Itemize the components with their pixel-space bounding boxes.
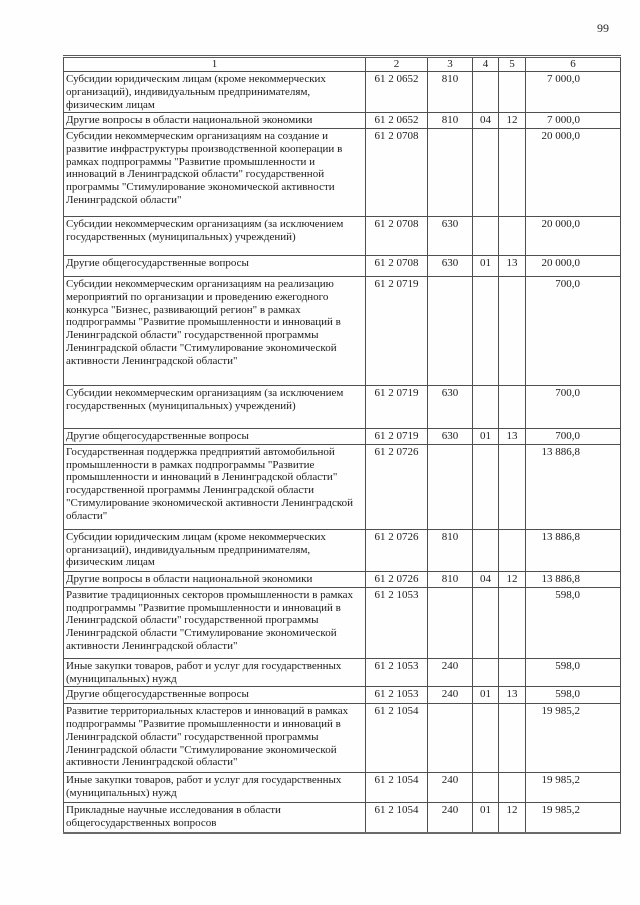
cell-amount: 700,0 (526, 277, 621, 386)
table-row (64, 72, 621, 113)
cell-name: Субсидии юридическим лицам (кроме некоммерческих организаций), индивидуальным предпринимателям, физическим лицам (64, 529, 366, 571)
cell-section: 01 (473, 803, 499, 833)
table-header-row (64, 57, 621, 72)
table-row (64, 529, 621, 571)
cell-code: 61 2 1053 (366, 687, 428, 704)
cell-amount: 598,0 (526, 587, 621, 658)
cell-subsection: 13 (499, 256, 526, 277)
cell-code: 61 2 0708 (366, 217, 428, 256)
cell-amount: 20 000,0 (526, 256, 621, 277)
cell-subsection: 13 (499, 687, 526, 704)
column-header-4: 4 (473, 57, 499, 72)
column-header-2: 2 (366, 57, 428, 72)
cell-code: 61 2 0719 (366, 429, 428, 445)
cell-section: 01 (473, 256, 499, 277)
cell-section (473, 217, 499, 256)
cell-subsection (499, 587, 526, 658)
cell-section (473, 386, 499, 429)
cell-expense-type: 240 (428, 687, 473, 704)
table-row (64, 386, 621, 429)
cell-subsection (499, 386, 526, 429)
table-row (64, 587, 621, 658)
cell-subsection (499, 773, 526, 803)
table-row (64, 687, 621, 704)
table-row (64, 256, 621, 277)
cell-amount: 20 000,0 (526, 217, 621, 256)
cell-name: Субсидии некоммерческим организациям (за исключением государственных (муниципальных) учреждений) (64, 386, 366, 429)
cell-name: Развитие традиционных секторов промышленности в рамках подпрограммы "Развитие промышленности и инноваций в Ленинградской области" государственной программы Ленинградской области "Стимулирование экономической активности Ленинградской области" (64, 587, 366, 658)
cell-section (473, 773, 499, 803)
budget-table (63, 55, 621, 834)
column-header-1: 1 (64, 57, 366, 72)
cell-expense-type: 630 (428, 217, 473, 256)
cell-section (473, 129, 499, 217)
cell-name: Прикладные научные исследования в области общегосударственных вопросов (64, 803, 366, 833)
table-row (64, 773, 621, 803)
cell-expense-type: 240 (428, 773, 473, 803)
cell-code: 61 2 1054 (366, 773, 428, 803)
cell-section (473, 658, 499, 687)
cell-code: 61 2 0708 (366, 256, 428, 277)
cell-amount: 700,0 (526, 386, 621, 429)
cell-subsection: 12 (499, 803, 526, 833)
cell-code: 61 2 1054 (366, 803, 428, 833)
cell-code: 61 2 0719 (366, 277, 428, 386)
cell-name: Другие общегосударственные вопросы (64, 687, 366, 704)
table-row (64, 113, 621, 129)
cell-section (473, 587, 499, 658)
cell-subsection (499, 277, 526, 386)
cell-amount: 7 000,0 (526, 113, 621, 129)
cell-section: 01 (473, 429, 499, 445)
cell-expense-type: 630 (428, 429, 473, 445)
cell-amount: 13 886,8 (526, 444, 621, 529)
cell-section (473, 444, 499, 529)
cell-section (473, 529, 499, 571)
cell-subsection (499, 658, 526, 687)
cell-name: Субсидии юридическим лицам (кроме некоммерческих организаций), индивидуальным предпринимателям, физическим лицам (64, 72, 366, 113)
cell-expense-type: 240 (428, 658, 473, 687)
column-header-6: 6 (526, 57, 621, 72)
cell-code: 61 2 1053 (366, 658, 428, 687)
table-row (64, 704, 621, 773)
cell-code: 61 2 1053 (366, 587, 428, 658)
column-header-3: 3 (428, 57, 473, 72)
cell-expense-type (428, 704, 473, 773)
cell-expense-type: 810 (428, 529, 473, 571)
cell-expense-type: 810 (428, 571, 473, 587)
cell-name: Другие вопросы в области национальной экономики (64, 113, 366, 129)
cell-subsection (499, 72, 526, 113)
cell-subsection (499, 444, 526, 529)
cell-subsection: 13 (499, 429, 526, 445)
cell-amount: 13 886,8 (526, 529, 621, 571)
cell-name: Субсидии некоммерческим организациям на создание и развитие инфраструктуры производственной кооперации в рамках подпрограммы "Развитие промышленности и инноваций в Ленинградской области" государственной программы "Стимулирование экономической активности Ленинградской области" (64, 129, 366, 217)
table-row (64, 217, 621, 256)
cell-code: 61 2 0652 (366, 72, 428, 113)
cell-amount: 19 985,2 (526, 773, 621, 803)
cell-code: 61 2 0708 (366, 129, 428, 217)
cell-section (473, 277, 499, 386)
cell-expense-type: 240 (428, 803, 473, 833)
cell-code: 61 2 1054 (366, 704, 428, 773)
cell-section (473, 704, 499, 773)
cell-subsection: 12 (499, 571, 526, 587)
cell-expense-type: 630 (428, 386, 473, 429)
cell-amount: 19 985,2 (526, 803, 621, 833)
cell-section: 01 (473, 687, 499, 704)
cell-amount: 7 000,0 (526, 72, 621, 113)
cell-code: 61 2 0726 (366, 529, 428, 571)
cell-section: 04 (473, 113, 499, 129)
cell-code: 61 2 0726 (366, 444, 428, 529)
cell-amount: 19 985,2 (526, 704, 621, 773)
table-row (64, 277, 621, 386)
cell-name: Другие общегосударственные вопросы (64, 256, 366, 277)
cell-name: Другие общегосударственные вопросы (64, 429, 366, 445)
cell-section (473, 72, 499, 113)
cell-subsection (499, 529, 526, 571)
cell-name: Субсидии некоммерческим организациям (за исключением государственных (муниципальных) учреждений) (64, 217, 366, 256)
cell-amount: 20 000,0 (526, 129, 621, 217)
table-row (64, 803, 621, 833)
cell-subsection (499, 217, 526, 256)
cell-expense-type (428, 444, 473, 529)
table-row (64, 429, 621, 445)
cell-name: Иные закупки товаров, работ и услуг для государственных (муниципальных) нужд (64, 773, 366, 803)
cell-subsection (499, 129, 526, 217)
table-row (64, 571, 621, 587)
cell-section: 04 (473, 571, 499, 587)
cell-code: 61 2 0652 (366, 113, 428, 129)
cell-amount: 598,0 (526, 658, 621, 687)
cell-subsection: 12 (499, 113, 526, 129)
page-number: 99 (597, 21, 609, 35)
cell-amount: 13 886,8 (526, 571, 621, 587)
cell-code: 61 2 0719 (366, 386, 428, 429)
cell-expense-type: 630 (428, 256, 473, 277)
cell-name: Иные закупки товаров, работ и услуг для государственных (муниципальных) нужд (64, 658, 366, 687)
cell-amount: 700,0 (526, 429, 621, 445)
cell-expense-type: 810 (428, 72, 473, 113)
cell-amount: 598,0 (526, 687, 621, 704)
column-header-5: 5 (499, 57, 526, 72)
cell-name: Другие вопросы в области национальной экономики (64, 571, 366, 587)
table-row (64, 658, 621, 687)
cell-expense-type: 810 (428, 113, 473, 129)
cell-expense-type (428, 277, 473, 386)
cell-expense-type (428, 129, 473, 217)
cell-code: 61 2 0726 (366, 571, 428, 587)
cell-name: Государственная поддержка предприятий автомобильной промышленности в рамках подпрограммы "Развитие промышленности и инноваций в Ленинградской области" государственной программы Ленинградской области "Стимулирование экономической активности Ленинградской области" (64, 444, 366, 529)
cell-expense-type (428, 587, 473, 658)
cell-subsection (499, 704, 526, 773)
cell-name: Субсидии некоммерческим организациям на реализацию мероприятий по организации и проведению ежегодного конкурса "Бизнес, развивающий регион" в рамках подпрограммы "Развитие промышленности и инноваций в Ленинградской области" государственной программы Ленинградской области "Стимулирование экономической активности Ленинградской области" (64, 277, 366, 386)
table-row (64, 444, 621, 529)
cell-name: Развитие территориальных кластеров и инноваций в рамках подпрограммы "Развитие промышленности и инноваций в Ленинградской области" государственной программы Ленинградской области "Стимулирование экономической активности Ленинградской области" (64, 704, 366, 773)
table-row (64, 129, 621, 217)
